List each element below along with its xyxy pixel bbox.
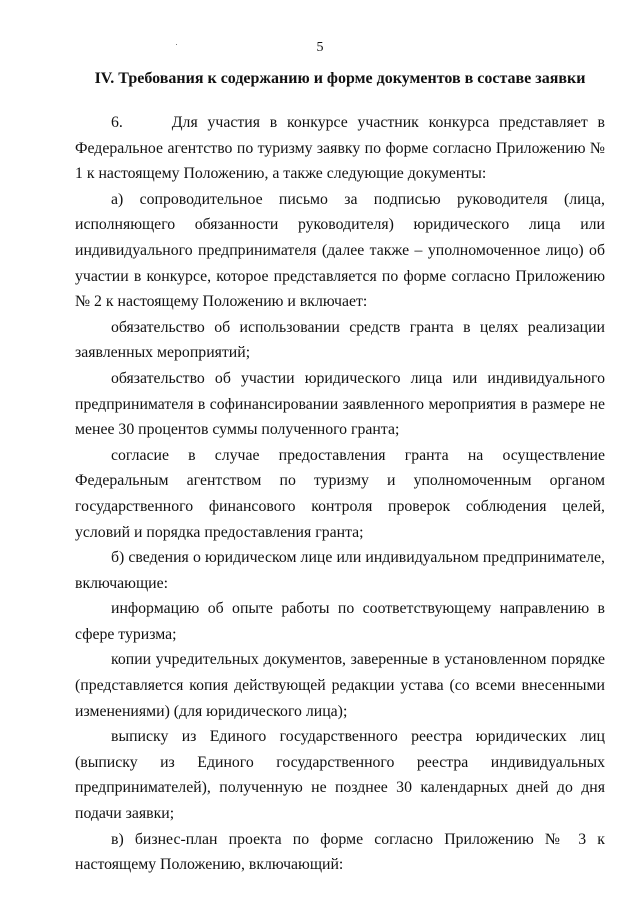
paragraph-subitem-v: в) бизнес-план проекта по форме согласно Приложению № 3 к настоящему Положению, включающий:	[75, 830, 605, 874]
paragraph-founding-documents: копии учредительных документов, заверенные в установленном порядке (представляется копия действующей редакции устава (со всеми внесенными изменениями) (для юридического лица);	[75, 651, 605, 720]
page-number: 5	[316, 40, 324, 55]
paragraph-registry-extract: выписку из Единого государственного реестра юридических лиц (выписку из Единого государственного реестра индивидуальных предпринимателей), полученную не позднее 30 календарных дней до дня подачи заявки;	[75, 728, 605, 823]
paragraph-subitem-b: б) сведения о юридическом лице или индивидуальном предпринимателе, включающие:	[75, 549, 605, 592]
document-body	[75, 110, 605, 878]
paragraph-item-6: 6. Для участия в конкурсе участник конкурса представляет в Федеральное агентство по туризму заявку по форме согласно Приложению № 1 к настоящему Положению, а также следующие документы:	[75, 114, 605, 183]
paragraph-consent-audits: согласие в случае предоставления гранта на осуществление Федеральным агентством по туризму и уполномоченным органом государственного финансового контроля проверок соблюдения целей, условий и порядка предоставления гранта;	[75, 446, 605, 541]
section-heading: IV. Требования к содержанию и форме документов в составе заявки	[94, 70, 586, 87]
paragraph-obligation-cofinancing: обязательство об участии юридического лица или индивидуального предпринимателя в софинансировании заявленного мероприятия в размере не менее 30 процентов суммы полученного гранта;	[75, 369, 605, 439]
paragraph-subitem-a: а) сопроводительное письмо за подписью руководителя (лица, исполняющего обязанности руководителя) юридического лица или индивидуального предпринимателя (далее также – уполномоченное лицо) об участии в конкурсе, которое представляется по форме согласно Приложению № 2 к настоящему Положению и включает:	[75, 190, 605, 311]
paragraph-obligation-grant-use: обязательство об использовании средств гранта в целях реализации заявленных мероприятий;	[75, 318, 605, 362]
paragraph-experience-info: информацию об опыте работы по соответствующему направлению в сфере туризма;	[75, 600, 605, 643]
